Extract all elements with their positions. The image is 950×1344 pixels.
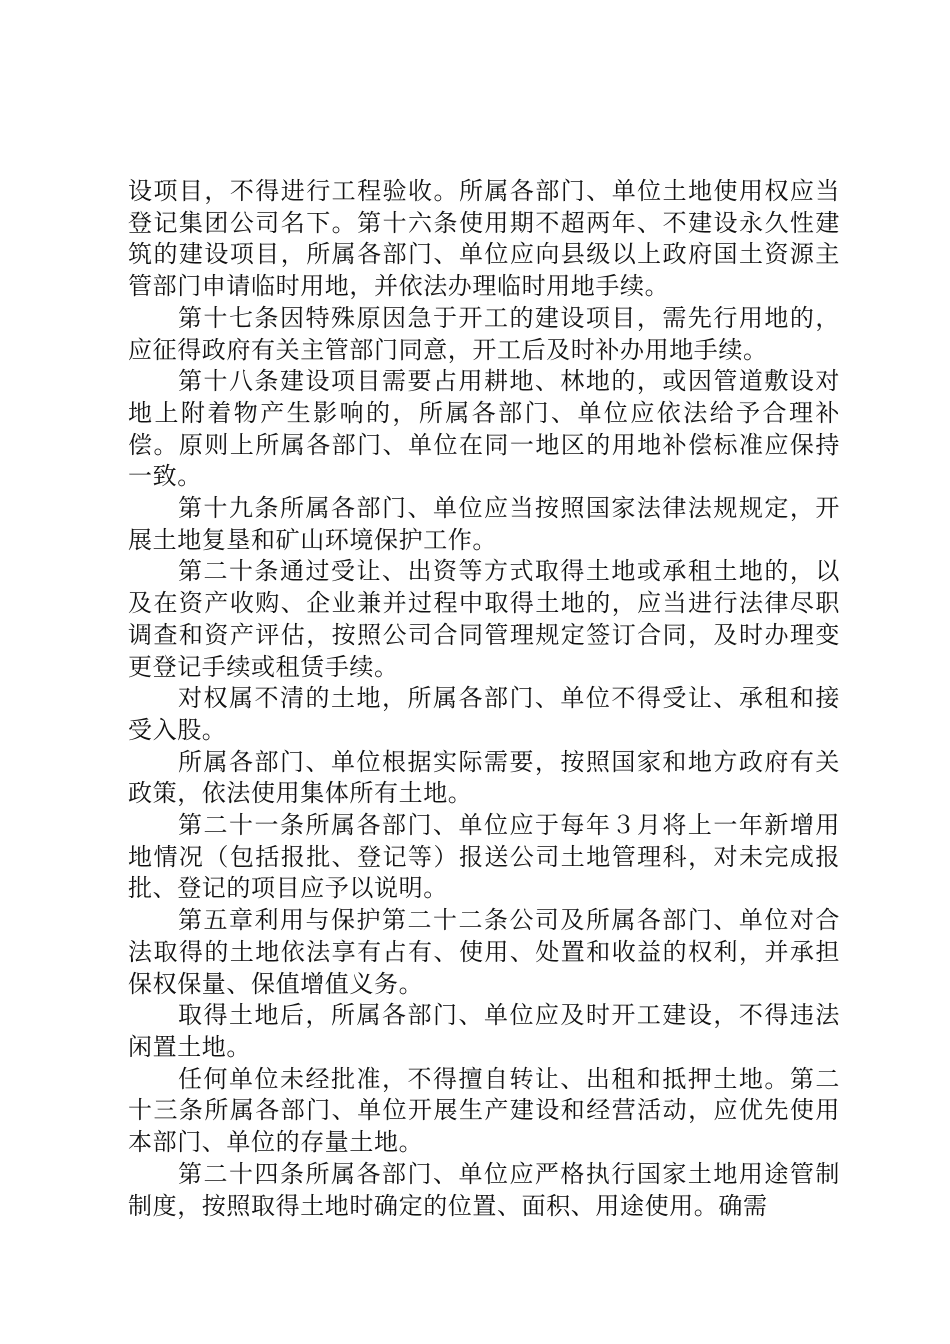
paragraph: 第十九条所属各部门、单位应当按照国家法律法规规定，开展土地复垦和矿山环境保护工作。 [128, 494, 840, 554]
paragraph: 第十七条因特殊原因急于开工的建设项目，需先行用地的，应征得政府有关主管部门同意，开工后及时补办用地手续。 [128, 303, 840, 364]
paragraph: 取得土地后，所属各部门、单位应及时开工建设，不得违法闲置土地。 [128, 1001, 840, 1061]
paragraph: 任何单位未经批准，不得擅自转让、出租和抵押土地。第二十三条所属各部门、单位开展生产建设和经营活动，应优先使用本部门、单位的存量土地。 [128, 1064, 840, 1157]
paragraph: 第二十四条所属各部门、单位应严格执行国家土地用途管制制度，按照取得土地时确定的位置、面积、用途使用。确需 [128, 1159, 840, 1220]
document-body [128, 176, 840, 1222]
paragraph: 所属各部门、单位根据实际需要，按照国家和地方政府有关政策，依法使用集体所有土地。 [128, 747, 840, 808]
paragraph: 第二十条通过受让、出资等方式取得土地或承租土地的，以及在资产收购、企业兼并过程中取得土地的，应当进行法律尽职调查和资产评估，按照公司合同管理规定签订合同，及时办理变更登记手续或租赁手续。 [128, 557, 840, 681]
paragraph: 设项目，不得进行工程验收。所属各部门、单位土地使用权应当登记集团公司名下。第十六条使用期不超两年、不建设永久性建筑的建设项目，所属各部门、单位应向县级以上政府国土资源主管部门申请临时用地，并依法办理临时用地手续。 [128, 177, 840, 301]
paragraph: 对权属不清的土地，所属各部门、单位不得受让、承租和接受入股。 [128, 684, 840, 744]
paragraph: 第十八条建设项目需要占用耕地、林地的，或因管道敷设对地上附着物产生影响的，所属各部门、单位应依法给予合理补偿。原则上所属各部门、单位在同一地区的用地补偿标准应保持一致。 [128, 367, 840, 491]
paragraph: 第五章利用与保护第二十二条公司及所属各部门、单位对合法取得的土地依法享有占有、使用、处置和收益的权利，并承担保权保量、保值增值义务。 [128, 906, 840, 998]
paragraph: 第二十一条所属各部门、单位应于每年３月将上一年新增用地情况（包括报批、登记等）报送公司土地管理科，对未完成报批、登记的项目应予以说明。 [128, 811, 840, 903]
